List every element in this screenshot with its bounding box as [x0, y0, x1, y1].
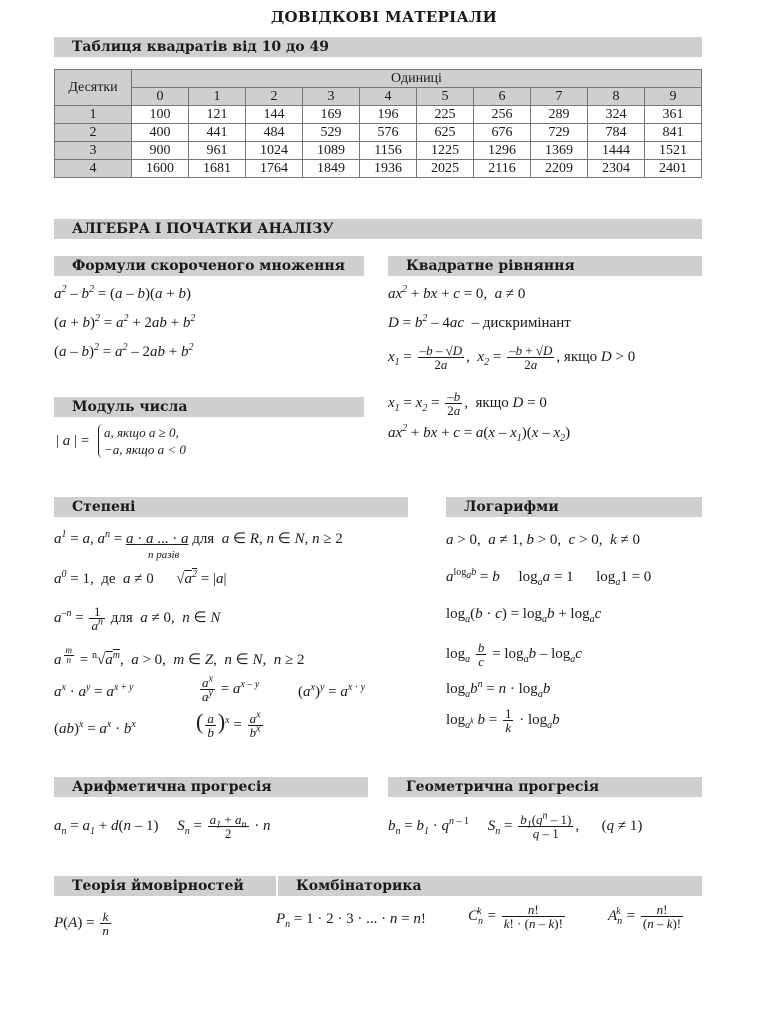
unit-header: 6	[474, 88, 531, 106]
square-cell: 1444	[588, 142, 645, 160]
if-word-1: якщо	[563, 348, 598, 365]
formula-log-quotient: $\log_a$ $\frac{b}{c}$ = $\log_ab - \log_ac$	[446, 640, 582, 669]
quadratic-heading: Квадратне рівняння	[388, 256, 702, 276]
arith-heading: Арифметична прогресія	[54, 777, 368, 797]
table-row	[55, 142, 702, 160]
unit-header: 3	[303, 88, 360, 106]
square-cell: 121	[189, 106, 246, 124]
unit-header: 9	[645, 88, 702, 106]
formula-power-def: $a^1 = a$, $a^n = a \cdot a$ ... · a n разів для a ∈ R, n ∈ N, n ≥ 2	[54, 530, 343, 548]
square-cell: 961	[189, 142, 246, 160]
square-cell: 2116	[474, 160, 531, 178]
square-cell: 841	[645, 124, 702, 142]
square-cell: 400	[132, 124, 189, 142]
formula-quadratic: $ax^2$ + bx + c = 0, a ≠ 0	[388, 284, 526, 302]
units-row	[55, 88, 702, 106]
formula-probability: P(A) = $\frac{k}{n}$	[54, 909, 109, 938]
modulus-case-2: −a, якщо a < 0	[104, 442, 186, 457]
prob-heading: Теорія ймовірностей	[54, 876, 276, 896]
for-word-1: для	[192, 531, 215, 547]
unit-header: 1	[189, 88, 246, 106]
geom-heading: Геометрична прогресія	[388, 777, 702, 797]
modulus-heading: Модуль числа	[54, 397, 364, 417]
formula-power-of-power: $(a^x)^y = a^{x \cdot y}$	[298, 682, 366, 700]
square-cell: 1225	[417, 142, 474, 160]
formula-modulus: | a | =	[56, 433, 90, 449]
unit-header: 5	[417, 88, 474, 106]
unit-header: 8	[588, 88, 645, 106]
square-cell: 676	[474, 124, 531, 142]
square-cell: 2401	[645, 160, 702, 178]
comb-heading: Комбінаторика	[278, 876, 702, 896]
squares-table	[54, 69, 702, 178]
unit-header: 2	[246, 88, 303, 106]
square-cell: 256	[474, 106, 531, 124]
powers-heading: Степені	[54, 497, 408, 517]
logs-heading: Логарифми	[446, 497, 702, 517]
for-word-2: для	[110, 609, 133, 626]
square-cell: 196	[360, 106, 417, 124]
square-cell: 225	[417, 106, 474, 124]
formula-power-product: $a^x \cdot a^y = a^{x + y}$	[54, 682, 134, 700]
square-cell: 100	[132, 106, 189, 124]
square-cell: 1681	[189, 160, 246, 178]
square-cell: 576	[360, 124, 417, 142]
square-cell: 324	[588, 106, 645, 124]
formula-square-sum: $(a + b)^2 = a^2 + 2ab + b^2$	[54, 313, 196, 331]
discriminant-word: дискримінант	[482, 315, 571, 331]
units-header: Одиниці	[132, 70, 702, 88]
formula-log-base-power: $\log_{a^k} b$ = $\frac{1}{k}$ · $\log_ab$	[446, 706, 560, 735]
formula-double-root: $x_1 = x_2$ = $\frac{-b}{2a}$ , якщо D = 0	[388, 389, 547, 418]
tens-cell: 3	[55, 142, 132, 160]
formula-factorization: $ax^2$ + bx + $c = a(x - x_1)(x - x_2)$	[388, 423, 571, 444]
formula-quotient-power: ( $\frac{a}{b}$ )$^x$ = $\frac{a^x}{b^x}$	[196, 708, 261, 740]
unit-header: 4	[360, 88, 417, 106]
square-cell: 1156	[360, 142, 417, 160]
formula-arrangements: $A_n^k$ = $\frac{n!}{(n - k)!}$	[608, 902, 682, 931]
formula-log-power: $\log_ab^n = n \cdot \log_ab$	[446, 679, 551, 700]
square-cell: 1521	[645, 142, 702, 160]
tens-cell: 4	[55, 160, 132, 178]
modulus-brace	[98, 424, 103, 458]
if-word-2: якщо	[475, 394, 509, 411]
square-cell: 1089	[303, 142, 360, 160]
square-cell: 1936	[360, 160, 417, 178]
tens-header: Десятки	[55, 70, 132, 106]
square-cell: 361	[645, 106, 702, 124]
modulus-case-1: a, якщо a ≥ 0,	[104, 425, 179, 440]
square-cell: 1296	[474, 142, 531, 160]
short-mult-heading: Формули скороченого множення	[54, 256, 364, 276]
square-cell: 144	[246, 106, 303, 124]
square-cell: 2304	[588, 160, 645, 178]
unit-header: 0	[132, 88, 189, 106]
formula-square-diff: $(a - b)^2 = a^2 - 2ab + b^2$	[54, 342, 194, 360]
square-cell: 289	[531, 106, 588, 124]
formula-zero-power: $a^0 = 1$, де a ≠ 0 $√a^2 = |a|$	[54, 569, 227, 587]
formula-log-conditions: a > 0, a ≠ 1, b > 0, c > 0, k ≠ 0	[446, 532, 640, 548]
square-cell: 729	[531, 124, 588, 142]
where-word: де	[101, 571, 116, 587]
formula-diff-squares: $a^2 - b^2 = (a - b)(a + b)$	[54, 284, 191, 302]
page-title: ДОВІДКОВІ МАТЕРІАЛИ	[270, 8, 498, 26]
formula-permutations: $P_n = 1 \cdot 2 \cdot 3$ · ... · n = n!	[276, 911, 426, 930]
square-cell: 625	[417, 124, 474, 142]
formula-discriminant: $D = b^2 - 4ac$ – дискримінант	[388, 313, 571, 331]
unit-header: 7	[531, 88, 588, 106]
formula-power-quotient: $\frac{a^x}{a^y}$ = $a^{x - y}$	[202, 673, 260, 704]
formula-fractional-power: a $^{\frac{m}{n}}$ = $^n√a^m$, a > 0, m ∈ Z, n ∈ N, n ≥ 2	[54, 645, 305, 668]
square-cell: 1024	[246, 142, 303, 160]
square-cell: 1600	[132, 160, 189, 178]
square-cell: 484	[246, 124, 303, 142]
formula-combinations: $C_n^k$ = $\frac{n!}{k! \cdot (n - k)!}$	[468, 902, 563, 931]
algebra-heading: АЛГЕБРА І ПОЧАТКИ АНАЛІЗУ	[54, 219, 702, 239]
square-cell: 900	[132, 142, 189, 160]
square-cell: 1369	[531, 142, 588, 160]
squares-heading: Таблиця квадратів від 10 до 49	[54, 37, 702, 57]
square-cell: 1849	[303, 160, 360, 178]
formula-arith: $a_n = a_1 + d(n - 1)$ $S_n$ = $\frac{a_1 + a_n}{2}$ · n	[54, 812, 271, 841]
square-cell: 1764	[246, 160, 303, 178]
formula-log-identity: $a^{log_ab} = b$ $\log_aa = 1$ $\log_a1 = 0$	[446, 567, 652, 588]
formula-roots: $x_1$ = $\frac{-b - √D}{2a}$ , $x_2$ = $\frac{-b + √D}{2a}$ , якщо D > 0	[388, 343, 636, 372]
tens-cell: 1	[55, 106, 132, 124]
formula-product-power: $(ab)^x = a^x \cdot b^x$	[54, 719, 136, 737]
square-cell: 2025	[417, 160, 474, 178]
square-cell: 2209	[531, 160, 588, 178]
square-cell: 441	[189, 124, 246, 142]
table-row	[55, 160, 702, 178]
formula-log-product: $\log_a(b \cdot c) = \log_ab + \log_ac$	[446, 606, 602, 625]
square-cell: 784	[588, 124, 645, 142]
n-times-label: n разів	[147, 549, 180, 561]
formula-geom: $b_n = b_1 \cdot q^{n - 1}$ $S_n$ = $\frac{b_1(q^n - 1)}{q - 1}$ , (q ≠ 1)	[388, 810, 643, 841]
table-row	[55, 124, 702, 142]
square-cell: 529	[303, 124, 360, 142]
tens-cell: 2	[55, 124, 132, 142]
formula-negative-power: $a^{-n}$ = $\frac{1}{a^n}$ для a ≠ 0, n ∈ N	[54, 604, 221, 633]
square-cell: 169	[303, 106, 360, 124]
table-row	[55, 106, 702, 124]
